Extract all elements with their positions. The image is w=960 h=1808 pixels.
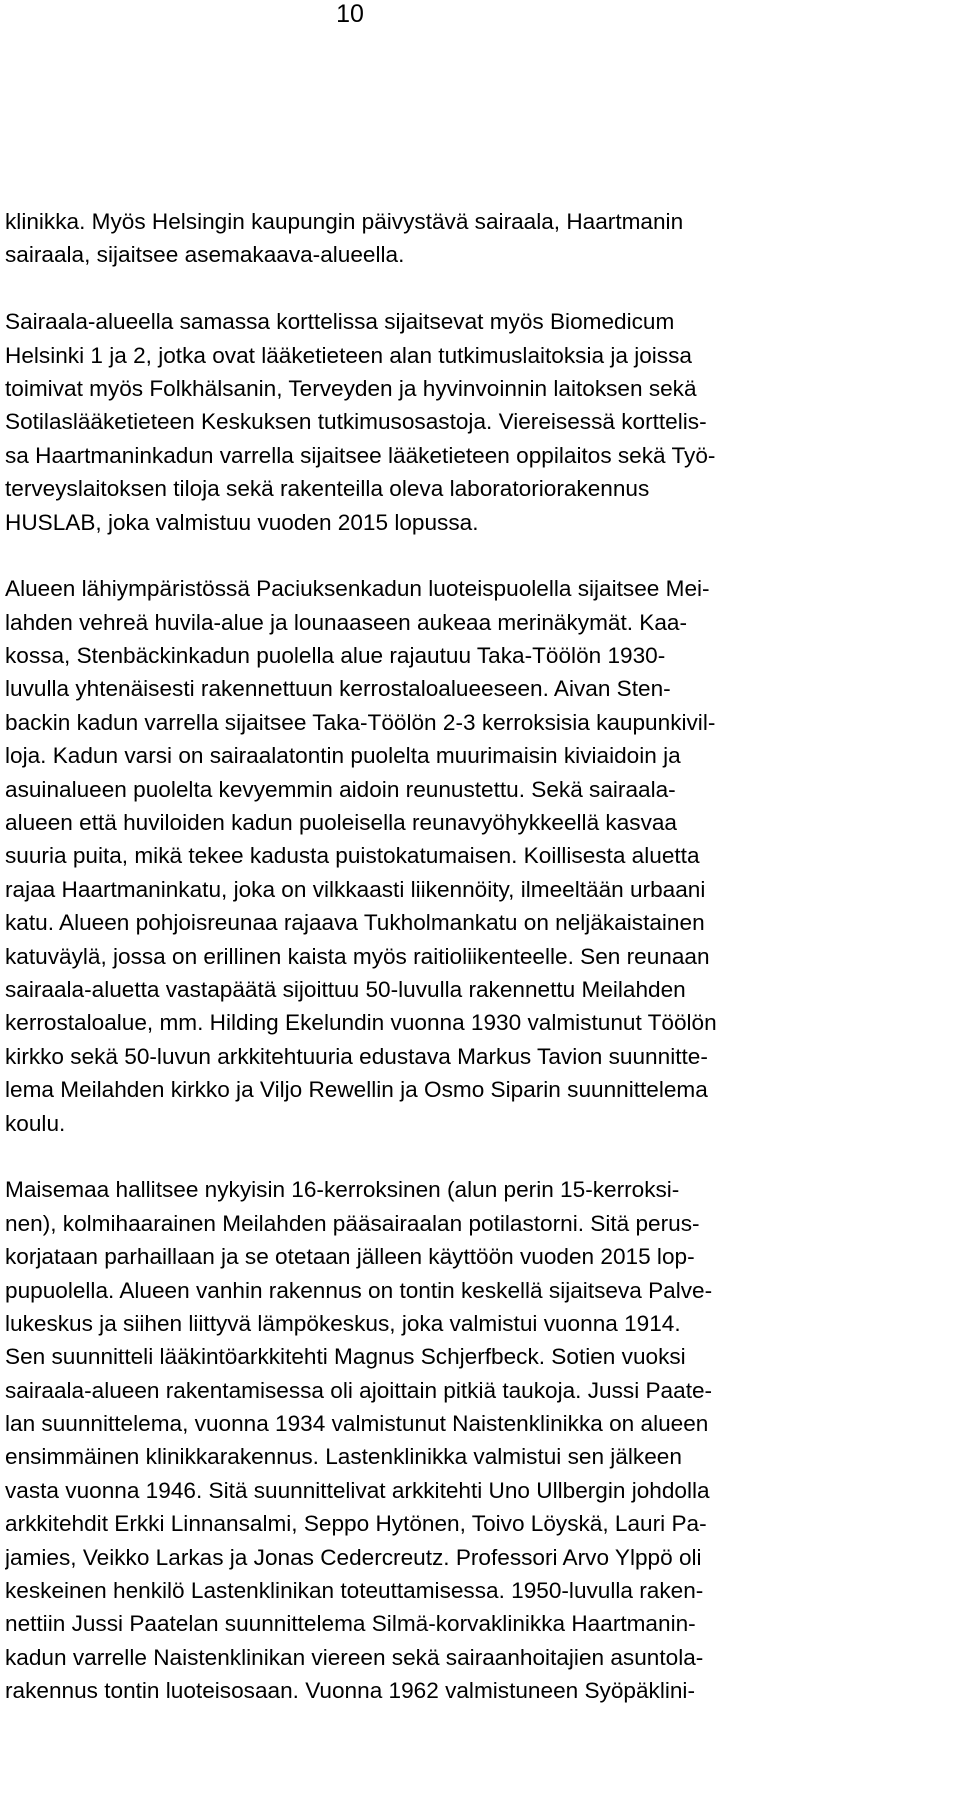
text-line: jamies, Veikko Larkas ja Jonas Cedercreutz. Professori Arvo Ylppö oli: [5, 1544, 702, 1570]
text-line: nen), kolmihaarainen Meilahden pääsairaalan potilastorni. Sitä perus-: [5, 1210, 700, 1236]
text-line: lema Meilahden kirkko ja Viljo Rewellin ja Osmo Siparin suunnittelema: [5, 1077, 708, 1103]
text-line: alueen että huviloiden kadun puoleisella reunavyöhykkeellä kasvaa: [5, 810, 677, 836]
text-line: kerrostaloalue, mm. Hilding Ekelundin vuonna 1930 valmistunut Töölön: [5, 1010, 717, 1036]
text-line: katuväylä, jossa on erillinen kaista myös raitioliikenteelle. Sen reunaan: [5, 943, 710, 969]
text-line: luvulla yhtenäisesti rakennettuun kerrostaloalueeseen. Aivan Sten-: [5, 676, 671, 702]
paragraph: [5, 305, 957, 539]
text-line: koulu.: [5, 1110, 66, 1136]
document-body: [5, 205, 957, 1708]
text-line: backin kadun varrella sijaitsee Taka-Töölön 2-3 kerroksisia kaupunkivil-: [5, 709, 716, 735]
text-line: katu. Alueen pohjoisreunaa rajaava Tukholmankatu on neljäkaistainen: [5, 910, 705, 936]
text-line: Helsinki 1 ja 2, jotka ovat lääketieteen alan tutkimuslaitoksia ja joissa: [5, 342, 692, 368]
text-line: nettiin Jussi Paatelan suunnittelema Silmä-korvaklinikka Haartmanin-: [5, 1611, 696, 1637]
text-line: loja. Kadun varsi on sairaalatontin puolelta muurimaisin kiviaidoin ja: [5, 743, 681, 769]
text-line: kadun varrelle Naistenklinikan viereen sekä sairaanhoitajien asuntola-: [5, 1644, 704, 1670]
text-line: lukeskus ja siihen liittyvä lämpökeskus, joka valmistui vuonna 1914.: [5, 1310, 681, 1336]
text-line: sairaala-aluetta vastapäätä sijoittuu 50-luvulla rakennettu Meilahden: [5, 976, 686, 1002]
text-line: Sen suunnitteli lääkintöarkkitehti Magnus Schjerfbeck. Sotien vuoksi: [5, 1344, 686, 1370]
paragraph: [5, 1173, 957, 1707]
text-line: asuinalueen puolelta kevyemmin aidoin reunustettu. Sekä sairaala-: [5, 776, 676, 802]
text-line: korjataan parhaillaan ja se otetaan jälleen käyttöön vuoden 2015 lop-: [5, 1244, 695, 1270]
text-line: pupuolella. Alueen vanhin rakennus on tontin keskellä sijaitseva Palve-: [5, 1277, 713, 1303]
text-line: arkkitehdit Erkki Linnansalmi, Seppo Hytönen, Toivo Löyskä, Lauri Pa-: [5, 1511, 707, 1537]
text-line: Alueen lähiympäristössä Paciuksenkadun luoteispuolella sijaitsee Mei-: [5, 576, 710, 602]
text-line: toimivat myös Folkhälsanin, Terveyden ja hyvinvoinnin laitoksen sekä: [5, 375, 697, 401]
text-line: rajaa Haartmaninkatu, joka on vilkkaasti liikennöity, ilmeeltään urbaani: [5, 876, 706, 902]
text-line: Sairaala-alueella samassa korttelissa sijaitsevat myös Biomedicum: [5, 309, 675, 335]
paragraph-gap: [5, 272, 957, 305]
text-line: kirkko sekä 50-luvun arkkitehtuuria edustava Markus Tavion suunnitte-: [5, 1043, 708, 1069]
text-line: keskeinen henkilö Lastenklinikan toteuttamisessa. 1950-luvulla raken-: [5, 1578, 704, 1604]
page-number: 10: [336, 0, 364, 28]
text-line: klinikka. Myös Helsingin kaupungin päivystävä sairaala, Haartmanin: [5, 209, 684, 234]
text-line: sairaala-alueen rakentamisessa oli ajoittain pitkiä taukoja. Jussi Paate-: [5, 1377, 713, 1403]
paragraph: [5, 205, 957, 272]
text-line: vasta vuonna 1946. Sitä suunnittelivat arkkitehti Uno Ullbergin johdolla: [5, 1477, 710, 1503]
text-line: HUSLAB, joka valmistuu vuoden 2015 lopussa.: [5, 509, 479, 535]
text-line: suuria puita, mikä tekee kadusta puistokatumaisen. Koillisesta aluetta: [5, 843, 700, 869]
paragraph: [5, 572, 957, 1140]
text-line: lan suunnittelema, vuonna 1934 valmistunut Naistenklinikka on alueen: [5, 1411, 709, 1437]
paragraph-gap: [5, 1140, 957, 1173]
paragraph-gap: [5, 539, 957, 572]
text-line: kossa, Stenbäckinkadun puolella alue rajautuu Taka-Töölön 1930-: [5, 643, 666, 669]
text-line: ensimmäinen klinikkarakennus. Lastenklinikka valmistui sen jälkeen: [5, 1444, 682, 1470]
text-line: Maisemaa hallitsee nykyisin 16-kerroksinen (alun perin 15-kerroksi-: [5, 1177, 680, 1203]
text-line: lahden vehreä huvila-alue ja lounaaseen aukeaa merinäkymät. Kaa-: [5, 609, 688, 635]
text-line: sa Haartmaninkadun varrella sijaitsee lääketieteen oppilaitos sekä Työ-: [5, 442, 716, 468]
text-line: sairaala, sijaitsee asemakaava-alueella.: [5, 242, 405, 268]
text-line: Sotilaslääketieteen Keskuksen tutkimusosastoja. Viereisessä korttelis-: [5, 409, 707, 435]
text-line: rakennus tontin luoteisosaan. Vuonna 1962 valmistuneen Syöpäklini-: [5, 1678, 695, 1704]
text-line: terveyslaitoksen tiloja sekä rakenteilla oleva laboratoriorakennus: [5, 476, 650, 502]
